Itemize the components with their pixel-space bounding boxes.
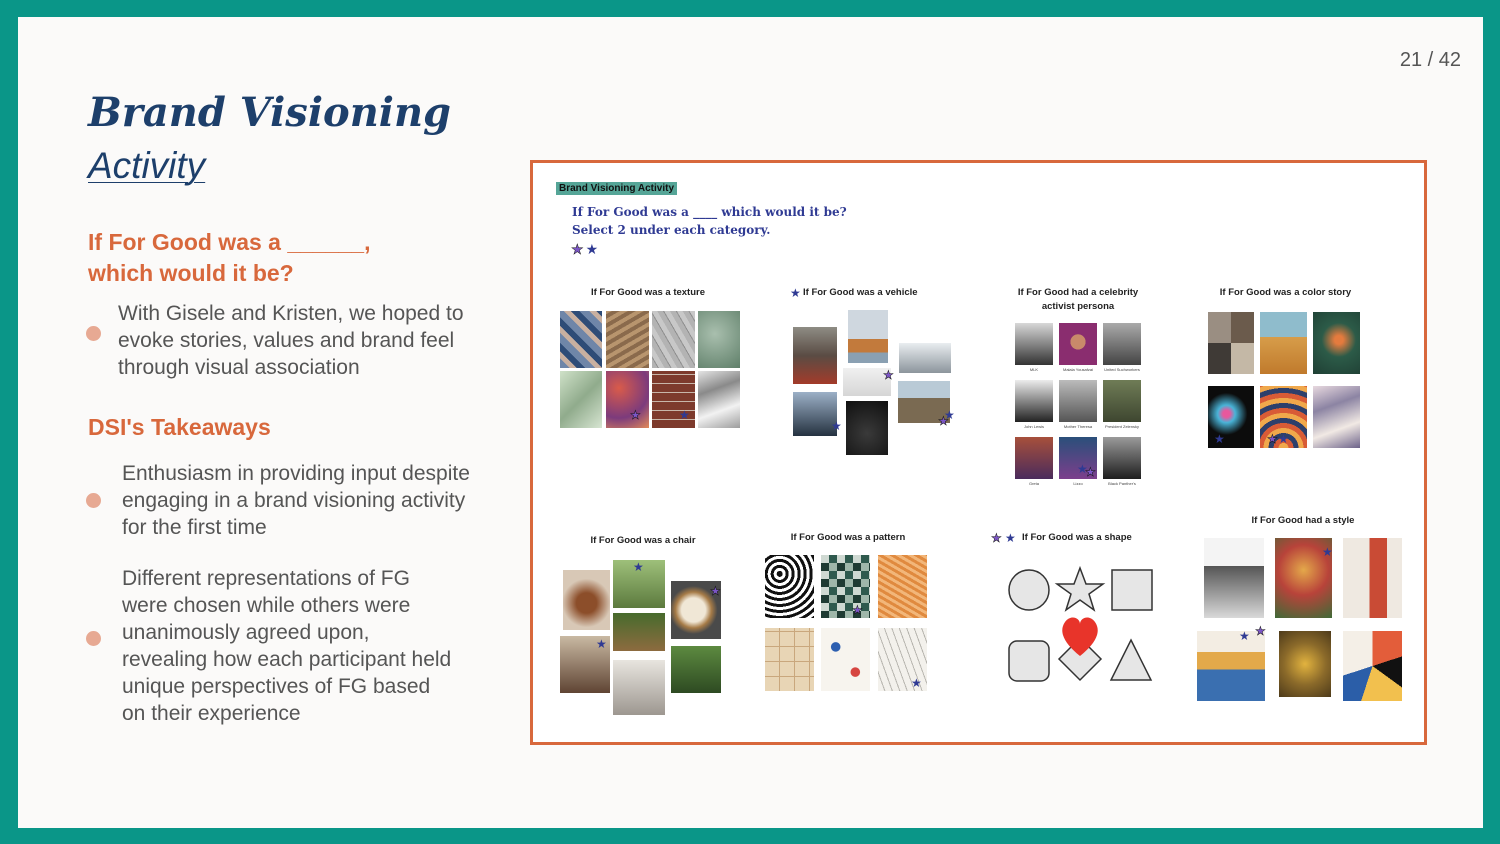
texture-swatch[interactable] xyxy=(652,311,695,368)
blue-star-icon: ★ xyxy=(1005,531,1016,545)
purple-star-icon: ★ xyxy=(710,584,721,598)
instruction-line-1: If For Good was a ____ which would it be? xyxy=(572,205,847,219)
board-instructions xyxy=(572,203,847,239)
celebrity-photo[interactable] xyxy=(1103,380,1141,422)
blue-star-icon: ★ xyxy=(1239,629,1250,643)
pattern-swatch[interactable] xyxy=(878,555,927,618)
celebrity-photo[interactable] xyxy=(1103,437,1141,479)
color-swatch[interactable] xyxy=(1313,312,1360,374)
pattern-swatch[interactable] xyxy=(765,628,814,691)
celebrity-caption: President Zelensky xyxy=(1104,424,1139,429)
celebrity-caption: Black Panther's xyxy=(1108,481,1136,486)
rounded-square-shape[interactable] xyxy=(1009,641,1049,681)
blue-star-icon: ★ xyxy=(679,408,690,422)
purple-star-icon: ★ xyxy=(1085,465,1096,479)
style-image[interactable] xyxy=(1343,631,1402,701)
blue-star-icon: ★ xyxy=(1214,432,1225,446)
color-swatch[interactable] xyxy=(1260,312,1307,374)
purple-star-icon: ★ xyxy=(883,368,894,382)
celebrity-caption: United Suchworkers xyxy=(1104,367,1140,372)
slide xyxy=(18,17,1483,828)
blue-star-icon: ★ xyxy=(585,241,601,257)
style-image[interactable] xyxy=(1197,631,1265,701)
blue-star-icon: ★ xyxy=(1278,432,1289,446)
celebrity-photo[interactable] xyxy=(1103,323,1141,365)
circle-shape[interactable] xyxy=(1009,570,1049,610)
triangle-shape[interactable] xyxy=(1111,640,1151,680)
category-chair-label: If For Good was a chair xyxy=(590,535,696,546)
category-style-label: If For Good had a style xyxy=(1251,515,1355,526)
celebrity-caption: Mother Theresa xyxy=(1063,424,1093,429)
purple-star-icon: ★ xyxy=(938,414,949,428)
celebrity-photo[interactable] xyxy=(1015,323,1053,365)
color-swatch[interactable] xyxy=(1208,312,1254,374)
texture-swatch[interactable] xyxy=(698,311,740,368)
celebrity-caption: Malala Yousafzai xyxy=(1062,367,1094,372)
celebrity-photo[interactable] xyxy=(1059,380,1097,422)
celebrity-caption: MLK xyxy=(1029,367,1039,372)
celebrity-photo[interactable] xyxy=(1015,380,1053,422)
purple-star-icon: ★ xyxy=(630,408,641,422)
chair-image[interactable] xyxy=(613,660,665,715)
celebrity-caption: Lizzo xyxy=(1073,481,1083,486)
purple-star-icon: ★ xyxy=(852,603,863,617)
style-image[interactable] xyxy=(1279,631,1331,697)
takeaway-bullet-2: Different representations of FG were chosen while others were unanimously agreed upon, revealing how each participant held unique perspectives of FG based on their experience xyxy=(122,567,452,725)
activity-board xyxy=(530,160,1427,745)
purple-star-icon: ★ xyxy=(571,241,586,257)
vehicle-image[interactable] xyxy=(793,327,837,384)
category-pattern-label: If For Good was a pattern xyxy=(790,532,906,543)
blue-star-icon: ★ xyxy=(831,419,842,433)
pattern-swatch[interactable] xyxy=(821,628,870,691)
celebrity-caption: John Lewis xyxy=(1023,424,1044,429)
page-number: 21 / 42 xyxy=(1399,49,1461,71)
board-label: Brand Visioning Activity xyxy=(556,182,677,195)
blue-star-icon: ★ xyxy=(944,408,955,422)
vehicle-image[interactable] xyxy=(899,343,951,373)
pattern-swatch[interactable] xyxy=(765,555,814,618)
blue-star-icon: ★ xyxy=(1322,545,1333,559)
question-heading: If For Good was a ______, which would it be? xyxy=(88,229,371,286)
blue-star-icon: ★ xyxy=(911,676,922,690)
title-sub: Activity xyxy=(88,145,206,186)
shape-grid xyxy=(1003,558,1183,698)
celebrity-caption: Greta xyxy=(1028,481,1039,486)
texture-swatch[interactable] xyxy=(606,371,649,428)
category-celebrity-label: If For Good had a celebrity activist persona xyxy=(1017,287,1139,312)
bullet-dot xyxy=(86,326,101,341)
takeaways-heading: DSI's Takeaways xyxy=(88,414,271,440)
vehicle-image[interactable] xyxy=(846,401,888,455)
texture-swatch[interactable] xyxy=(698,371,740,428)
purple-star-icon: ★ xyxy=(1267,432,1278,446)
chair-image[interactable] xyxy=(613,613,665,651)
celebrity-photo[interactable] xyxy=(1015,437,1053,479)
instruction-line-2: Select 2 under each category. xyxy=(572,223,771,237)
purple-star-icon: ★ xyxy=(991,531,1002,545)
square-shape[interactable] xyxy=(1112,570,1152,610)
bullet-dot xyxy=(86,631,101,646)
vehicle-image[interactable] xyxy=(848,310,888,363)
color-swatch[interactable] xyxy=(1313,386,1360,448)
star-shape[interactable] xyxy=(1057,568,1103,610)
chair-image[interactable] xyxy=(671,646,721,693)
category-color-label: If For Good was a color story xyxy=(1219,287,1352,298)
bullet-dot xyxy=(86,493,101,508)
chair-image[interactable] xyxy=(563,570,610,630)
blue-star-icon: ★ xyxy=(1077,462,1088,476)
celebrity-photo[interactable] xyxy=(1059,323,1097,365)
texture-swatch[interactable] xyxy=(560,371,602,428)
title-main: Brand Visioning xyxy=(88,89,452,136)
style-image[interactable] xyxy=(1204,538,1264,618)
texture-swatch[interactable] xyxy=(560,311,602,368)
category-vehicle-label: If For Good was a vehicle xyxy=(803,287,918,298)
blue-star-icon: ★ xyxy=(596,637,607,651)
purple-star-icon: ★ xyxy=(1255,624,1266,638)
texture-swatch[interactable] xyxy=(606,311,649,368)
category-texture-label: If For Good was a texture xyxy=(590,287,706,298)
takeaway-bullet-1: Enthusiasm in providing input despite engaging in a brand visioning activity for the first time xyxy=(122,462,470,539)
example-stars xyxy=(571,241,600,258)
blue-star-icon: ★ xyxy=(633,560,644,574)
style-image[interactable] xyxy=(1343,538,1402,618)
intro-bullet: With Gisele and Kristen, we hoped to evoke stories, values and brand feel through visual association xyxy=(118,302,464,379)
category-shape-label: If For Good was a shape xyxy=(1022,532,1132,543)
blue-star-icon: ★ xyxy=(790,286,801,300)
